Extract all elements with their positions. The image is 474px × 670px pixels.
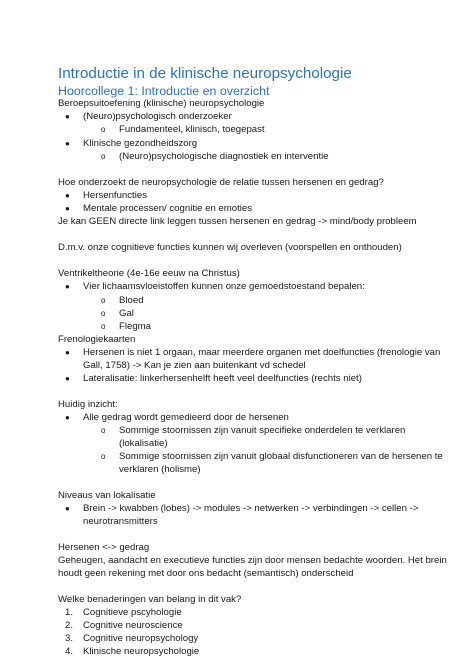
section-heading: Beroepsuitoefening (klinische) neuropsychologie <box>58 98 265 109</box>
question-text: Hoe onderzoekt de neuropsychologie de relatie tussen hersenen en gedrag? <box>58 177 384 188</box>
list-item: Lateralisatie: linkerhersenhelft heeft veel deelfuncties (rechts niet) <box>83 373 362 384</box>
sub-list-item-continued: (lokalisatie) <box>119 438 168 449</box>
circle-bullet-icon: o <box>101 322 106 331</box>
list-number: 3. <box>65 633 74 644</box>
list-item: (Neuro)psychologisch onderzoeker <box>83 111 232 122</box>
document-title: Introductie in de klinische neuropsychologie <box>58 65 352 82</box>
section-heading: Frenologiekaarten <box>58 334 136 345</box>
section-heading: Niveaus van lokalisatie <box>58 490 156 501</box>
sub-list-item: Sommige stoornissen zijn vanuit specifieke onderdelen te verklaren <box>119 425 406 436</box>
section-heading: Hersenen <-> gedrag <box>58 542 150 553</box>
numbered-item: Klinische neuropsychologie <box>83 646 200 657</box>
circle-bullet-icon: o <box>101 309 106 318</box>
list-item: Mentale processen/ cognitie en emoties <box>83 203 253 214</box>
bullet-icon: ● <box>65 112 70 121</box>
list-item: Alle gedrag wordt gemedieerd door de hersenen <box>83 412 289 423</box>
bullet-icon: ● <box>65 504 70 513</box>
sub-list-item: Sommige stoornissen zijn vanuit globaal disfunctioneren van de hersenen te <box>119 451 443 462</box>
list-item-continued: Gall, 1758) -> Kan je zien aan buitenkant vd schedel <box>83 360 306 371</box>
sub-list-item-continued: verklaren (holisme) <box>119 464 201 475</box>
list-item: Vier lichaamsvloeistoffen kunnen onze gemoedstoestand bepalen: <box>83 281 365 292</box>
bullet-icon: ● <box>65 413 70 422</box>
bullet-icon: ● <box>65 204 70 213</box>
bullet-icon: ● <box>65 191 70 200</box>
list-number: 4. <box>65 646 74 657</box>
numbered-item: Cognitive neuropsychology <box>83 633 199 644</box>
sub-list-item: Fundamenteel, klinisch, toegepast <box>119 124 265 135</box>
numbered-item: Cognitieve pscyhologie <box>83 607 182 618</box>
paragraph: Geheugen, aandacht en executieve functies zijn door mensen bedachte woorden. Het brein <box>58 555 447 566</box>
section-heading: Ventrikeltheorie (4e-16e eeuw na Christus) <box>58 268 240 279</box>
list-item: Hersenen is niet 1 orgaan, maar meerdere organen met doelfuncties (frenologie van <box>83 347 441 358</box>
bullet-icon: ● <box>65 374 70 383</box>
sub-list-item: Gal <box>119 308 134 319</box>
circle-bullet-icon: o <box>101 152 106 161</box>
list-number: 1. <box>65 607 74 618</box>
question-text: Welke benaderingen van belang in dit vak? <box>58 594 242 605</box>
paragraph: D.m.v. onze cognitieve functies kunnen wij overleven (voorspellen en onthouden) <box>58 242 402 253</box>
sub-list-item: Flegma <box>119 321 151 332</box>
sub-list-item: (Neuro)psychologische diagnostiek en interventie <box>119 151 329 162</box>
note-text: Je kan GEEN directe link leggen tussen hersenen en gedrag -> mind/body probleem <box>58 216 417 227</box>
circle-bullet-icon: o <box>101 426 106 435</box>
circle-bullet-icon: o <box>101 452 106 461</box>
list-number: 2. <box>65 620 74 631</box>
bullet-icon: ● <box>65 139 70 148</box>
list-item-continued: neurotransmitters <box>83 516 158 527</box>
bullet-icon: ● <box>65 282 70 291</box>
list-item: Klinische gezondheidszorg <box>83 138 198 149</box>
circle-bullet-icon: o <box>101 296 106 305</box>
paragraph: houdt geen rekening met door ons bedacht (semantisch) onderscheid <box>58 568 354 579</box>
section-heading: Huidig inzicht: <box>58 399 118 410</box>
bullet-icon: ● <box>65 348 70 357</box>
sub-list-item: Bloed <box>119 295 144 306</box>
document-subtitle: Hoorcollege 1: Introductie en overzicht <box>58 84 270 98</box>
list-item: Hersenfuncties <box>83 190 147 201</box>
numbered-item: Cognitive neuroscience <box>83 620 183 631</box>
list-item: Brein -> kwabben (lobes) -> modules -> netwerken -> verbindingen -> cellen -> <box>83 503 419 514</box>
circle-bullet-icon: o <box>101 125 106 134</box>
